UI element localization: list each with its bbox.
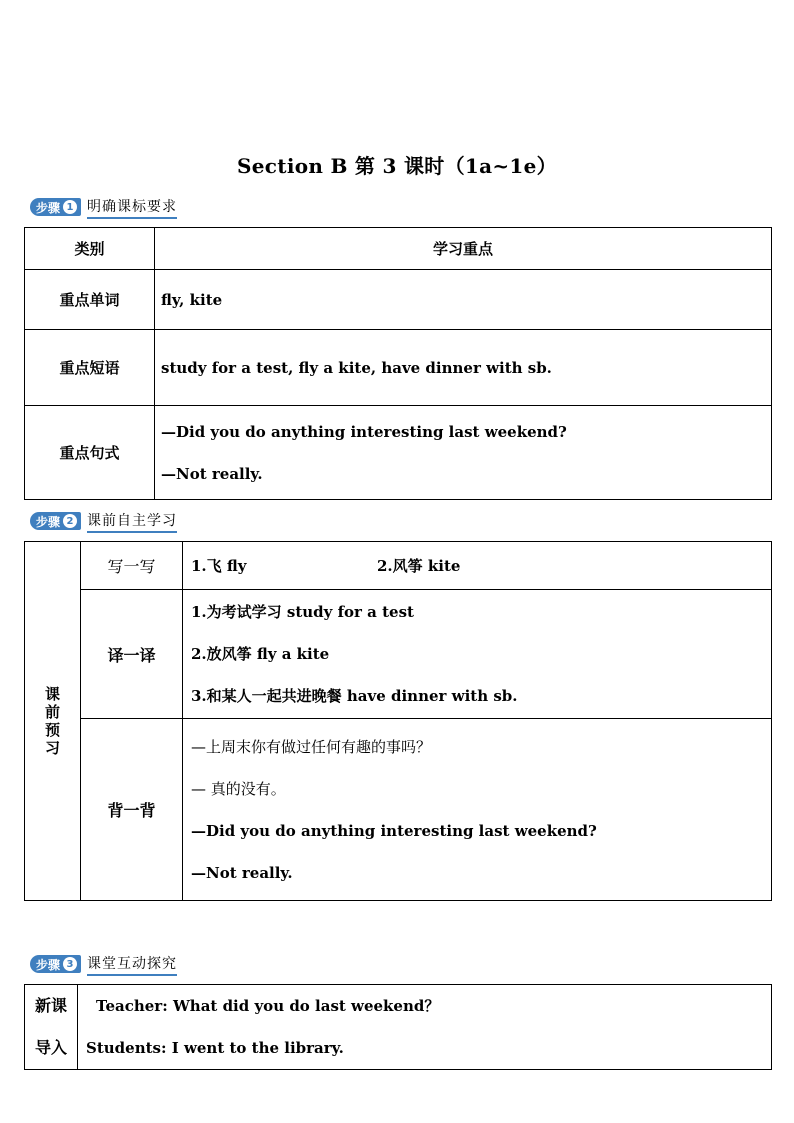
recite-content [183,719,772,901]
step-1-header [30,197,177,217]
recite-label: 背一背 [81,719,183,901]
objectives-table [24,227,772,500]
preview-side-label: 课 前 预 习 [25,542,81,901]
category-sentences: 重点句式 [25,406,155,500]
step-number: 1 [63,200,77,214]
write-content [183,542,772,590]
translate-label: 译一译 [81,590,183,719]
write-item: 2.风筝 kite [377,557,461,575]
step-2-header [30,511,177,531]
content-words: fly, kite [155,270,772,330]
step-badge: 步骤 2 [30,512,81,530]
category-phrases: 重点短语 [25,330,155,406]
category-words: 重点单词 [25,270,155,330]
intro-side-label: 新课 导入 [25,985,78,1070]
page-title: Section B 第 3 课时（1a~1e） [237,154,557,178]
write-item: 1.飞 fly [191,557,247,575]
sentence-line: —Not really. [161,464,263,483]
step-number: 3 [63,957,77,971]
intro-table [24,984,772,1070]
step-title: 课堂互动探究 [87,953,177,976]
header-category: 类别 [25,228,155,270]
recite-line: — 真的没有。 [191,779,286,798]
step-title: 明确课标要求 [87,196,177,219]
step-badge: 步骤 1 [30,198,81,216]
intro-content [78,985,772,1070]
step-number: 2 [63,514,77,528]
content-sentences [155,406,772,500]
translate-content [183,590,772,719]
translate-line: 3.和某人一起共进晚餐 have dinner with sb. [191,687,518,705]
recite-line: —上周末你有做过任何有趣的事吗？ [191,737,432,756]
recite-line: —Not really. [191,863,293,882]
recite-line: —Did you do anything interesting last weekend? [191,821,597,840]
sentence-line: —Did you do anything interesting last weekend? [161,422,567,441]
write-label: 写一写 [81,542,183,590]
step-title: 课前自主学习 [87,510,177,533]
step-badge: 步骤 3 [30,955,81,973]
header-focus: 学习重点 [155,228,772,270]
step-3-header [30,954,177,974]
preview-table [24,541,772,901]
intro-line-teacher: Teacher: What did you do last weekend？ [96,997,440,1015]
translate-line: 1.为考试学习 study for a test [191,603,414,621]
intro-line-students: Students: I went to the library. [86,1039,344,1057]
content-phrases: study for a test, fly a kite, have dinner with sb. [155,330,772,406]
translate-line: 2.放风筝 fly a kite [191,645,330,663]
